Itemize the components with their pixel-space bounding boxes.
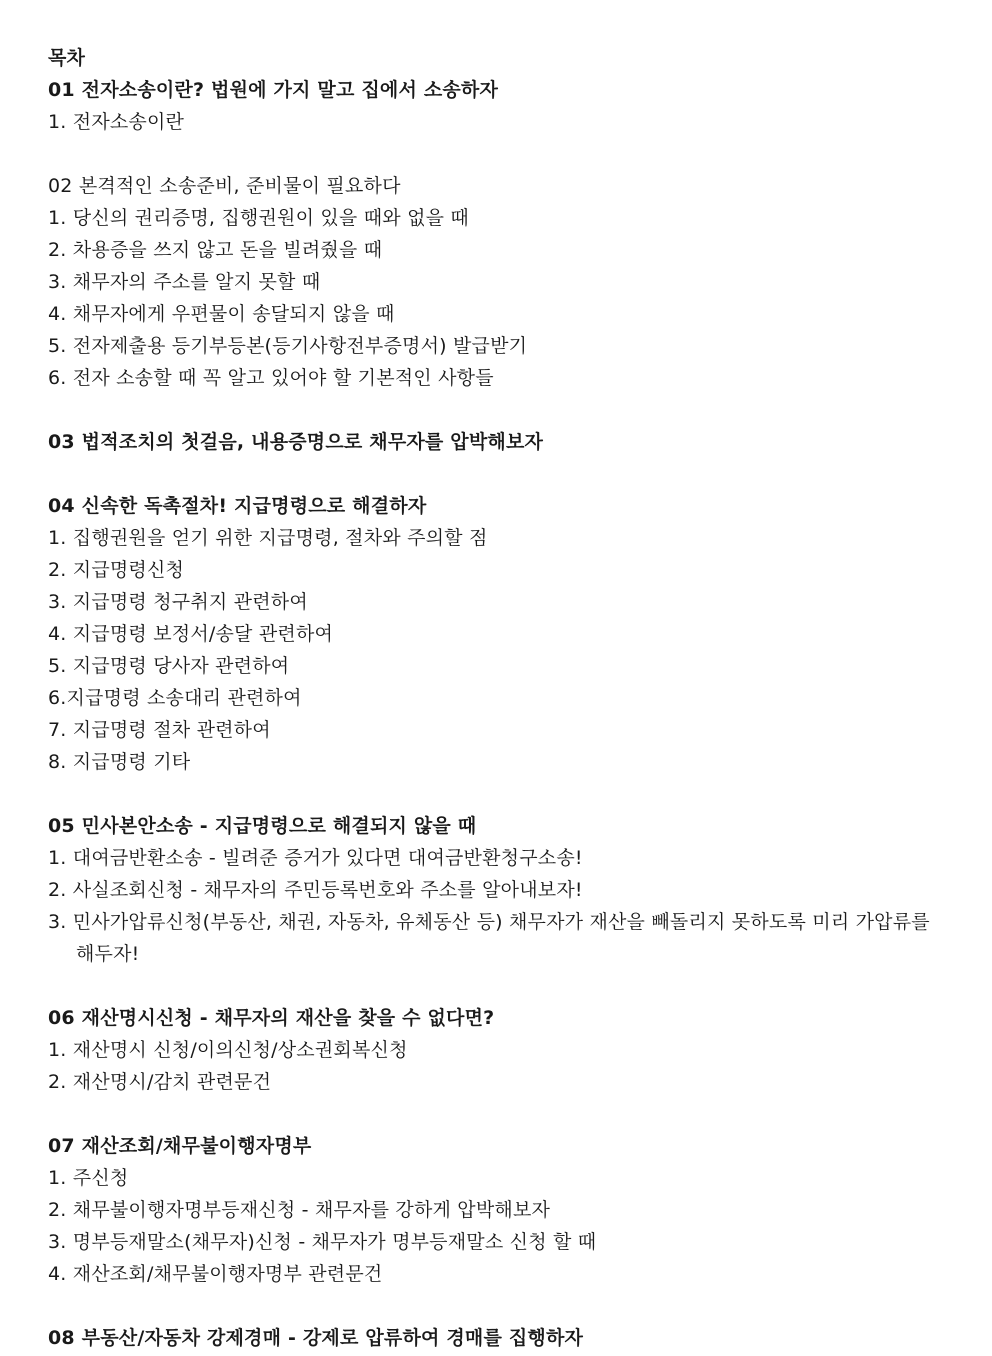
toc-document [48,42,948,1354]
list-item: 2. 차용증을 쓰지 않고 돈을 빌려줬을 때 [48,239,383,261]
spacer [48,458,948,490]
list-item: 1. 당신의 권리증명, 집행권원이 있을 때와 없을 때 [48,207,469,229]
spacer [48,1290,948,1322]
list-item: 4. 재산조회/채무불이행자명부 관련문건 [48,1263,383,1285]
list-item: 1. 재산명시 신청/이의신청/상소권회복신청 [48,1039,408,1061]
list-item: 8. 지급명령 기타 [48,751,191,773]
section-heading-04: 04 신속한 독촉절차! 지급명령으로 해결하자 [48,495,427,517]
spacer [48,1098,948,1130]
spacer [48,394,948,426]
list-item: 3. 민사가압류신청(부동산, 채권, 자동차, 유체동산 등) 채무자가 재산을 빼돌리지 못하도록 미리 가압류를 해두자! [48,911,930,965]
list-item: 1. 대여금반환소송 - 빌려준 증거가 있다면 대여금반환청구소송! [48,847,583,869]
list-item: 3. 채무자의 주소를 알지 못할 때 [48,271,321,293]
spacer [48,970,948,1002]
section-heading-05: 05 민사본안소송 - 지급명령으로 해결되지 않을 때 [48,815,477,837]
section-heading-02: 02 본격적인 소송준비, 준비물이 필요하다 [48,175,401,197]
list-item: 2. 채무불이행자명부등재신청 - 채무자를 강하게 압박해보자 [48,1199,551,1221]
section-heading-03: 03 법적조치의 첫걸음, 내용증명으로 채무자를 압박해보자 [48,431,544,453]
list-item: 3. 명부등재말소(채무자)신청 - 채무자가 명부등재말소 신청 할 때 [48,1231,597,1253]
list-item: 5. 지급명령 당사자 관련하여 [48,655,290,677]
section-heading-01: 01 전자소송이란? 법원에 가지 말고 집에서 소송하자 [48,79,499,101]
section-heading-07: 07 재산조회/채무불이행자명부 [48,1135,312,1157]
list-item: 2. 재산명시/감치 관련문건 [48,1071,272,1093]
list-item: 1. 주신청 [48,1167,129,1189]
list-item: 7. 지급명령 절차 관련하여 [48,719,271,741]
list-item: 1. 집행권원을 얻기 위한 지급명령, 절차와 주의할 점 [48,527,488,549]
list-item: 2. 사실조회신청 - 채무자의 주민등록번호와 주소를 알아내보자! [48,879,583,901]
list-item: 6.지급명령 소송대리 관련하여 [48,687,302,709]
list-item: 6. 전자 소송할 때 꼭 알고 있어야 할 기본적인 사항들 [48,367,494,389]
list-item: 2. 지급명령신청 [48,559,185,581]
list-item: 5. 전자제출용 등기부등본(등기사항전부증명서) 발급받기 [48,335,528,357]
toc-title: 목차 [48,47,86,69]
section-heading-06: 06 재산명시신청 - 채무자의 재산을 찾을 수 없다면? [48,1007,495,1029]
section-heading-08: 08 부동산/자동차 강제경매 - 강제로 압류하여 경매를 집행하자 [48,1327,584,1349]
list-item: 4. 채무자에게 우편물이 송달되지 않을 때 [48,303,395,325]
list-item: 3. 지급명령 청구취지 관련하여 [48,591,308,613]
spacer [48,778,948,810]
list-item: 4. 지급명령 보정서/송달 관련하여 [48,623,334,645]
list-item: 1. 전자소송이란 [48,111,185,133]
spacer [48,138,948,170]
